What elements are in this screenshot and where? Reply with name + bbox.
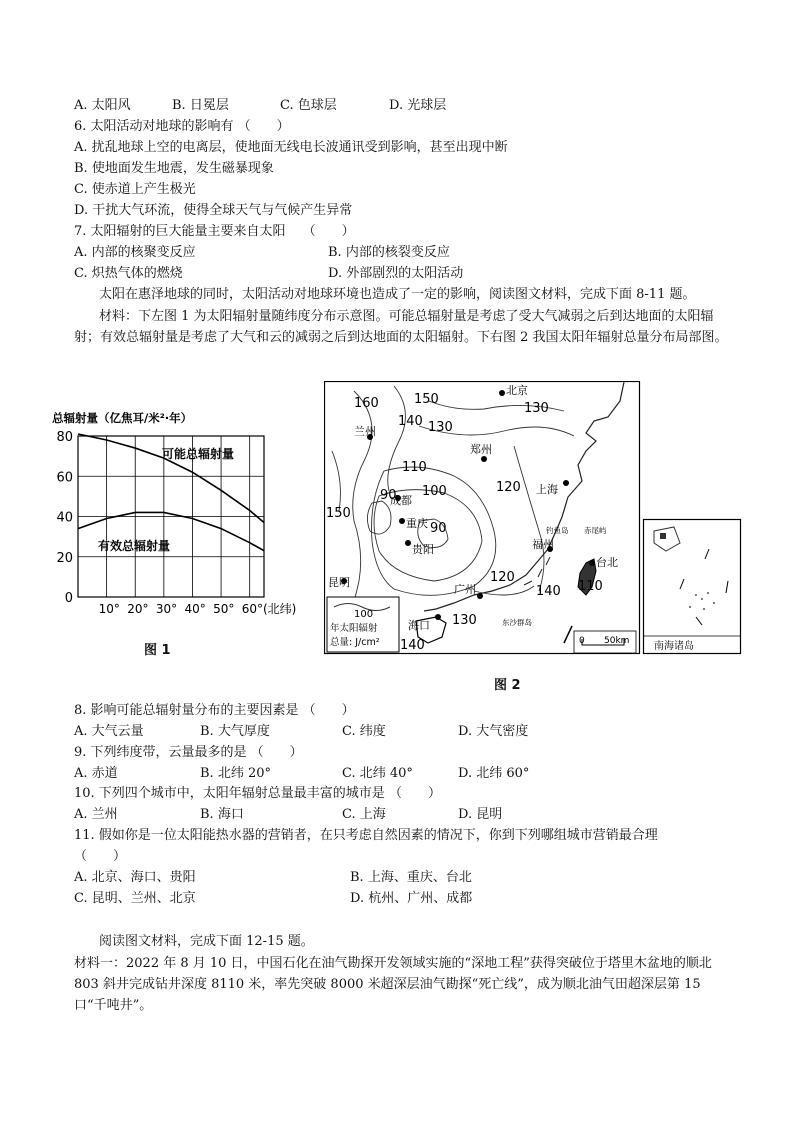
intro-8-11: 太阳在惠泽地球的同时，太阳活动对地球环境也造成了一定的影响，阅读图文材料，完成下面 8-11 题。 — [99, 287, 696, 302]
legend-unit: 总量: J/cm² — [330, 637, 380, 648]
x-tick-label: 30° — [155, 602, 178, 616]
intro-12-15: 阅读图文材料，完成下面 12-15 题。 — [99, 934, 314, 949]
q8-option-d: D. 大气密度 — [458, 724, 529, 739]
q8-option-c: C. 纬度 — [342, 724, 386, 739]
x-tick-label: 50° — [213, 602, 235, 616]
q10-option-b: B. 海口 — [200, 807, 244, 822]
isoline-label: 100 — [422, 484, 447, 499]
x-tick-label: 20° — [127, 602, 149, 616]
isoline-label: 120 — [496, 480, 521, 495]
city-chengdu: 成都 — [390, 494, 412, 507]
q7-option-b: B. 内部的核裂变反应 — [328, 245, 450, 260]
island-chiwei: 赤尾屿 — [584, 526, 607, 535]
q5-option-a: A. 太阳风 — [74, 98, 131, 113]
q7-option-c: C. 炽热气体的燃烧 — [74, 266, 183, 281]
q6-option-a: A. 扰乱地球上空的电离层，使地面无线电长波通讯受到影响，甚至出现中断 — [74, 140, 508, 155]
q5-option-b: B. 日冕层 — [172, 98, 229, 113]
q10-option-c: C. 上海 — [342, 807, 386, 822]
q10-stem: 10. 下列四个城市中，太阳年辐射总量最丰富的城市是 （ ） — [74, 786, 441, 801]
city-guiyang: 贵阳 — [412, 543, 434, 556]
q11-option-c: C. 昆明、兰州、北京 — [74, 891, 196, 906]
q8-option-a: A. 大气云量 — [74, 724, 144, 739]
city-shanghai: 上海 — [536, 483, 558, 496]
scale-label: 50km — [604, 636, 630, 646]
q11-option-a: A. 北京、海口、贵阳 — [74, 870, 196, 885]
q11-stem: 11. 假如你是一位太阳能热水器的营销者，在只考虑自然因素的情况下，你到下列哪组城市营销最合理 — [74, 828, 658, 843]
figure2-map — [324, 381, 742, 656]
y-tick-label: 80 — [56, 430, 73, 445]
city-lanzhou: 兰州 — [354, 425, 376, 438]
q8-stem: 8. 影响可能总辐射量分布的主要因素是 （ ） — [74, 703, 355, 718]
q7-option-d: D. 外部剧烈的太阳活动 — [328, 266, 464, 281]
city-fuzhou: 福州 — [532, 538, 554, 551]
q9-option-a: A. 赤道 — [74, 766, 118, 781]
y-tick-label: 20 — [56, 550, 73, 566]
isoline-label: 140 — [536, 584, 561, 599]
isoline-label: 140 — [398, 414, 423, 429]
q10-option-d: D. 昆明 — [458, 807, 503, 822]
q7-stem: 7. 太阳辐射的巨大能量主要来自太阳 （ ） — [74, 224, 355, 239]
isoline-label: 110 — [402, 460, 427, 475]
city-kunming: 昆明 — [328, 576, 350, 589]
q8-option-b: B. 大气厚度 — [200, 724, 270, 739]
island-diaoyu: 钓鱼岛 — [546, 526, 569, 535]
q9-option-d: D. 北纬 60° — [458, 766, 530, 781]
isoline-label: 130 — [452, 613, 477, 628]
q6-option-c: C. 使赤道上产生极光 — [74, 182, 196, 197]
q5-option-c: C. 色球层 — [280, 98, 337, 113]
q7-option-a: A. 内部的核聚变反应 — [74, 245, 196, 260]
q6-option-d: D. 干扰大气环流，使得全球天气与气候产生异常 — [74, 203, 353, 218]
x-tick-label: 40° — [184, 602, 206, 616]
chart-ylabel: 总辐射量（亿焦耳/米²·年） — [52, 411, 193, 425]
city-haikou: 海口 — [408, 619, 430, 632]
q6-option-b: B. 使地面发生地震，发生磁暴现象 — [74, 161, 274, 176]
scale-zero: 0 — [579, 636, 585, 646]
city-taipei: 台北 — [596, 556, 618, 569]
inset-label: 南海诸岛 — [654, 641, 694, 652]
material-12-15: 材料一：2022 年 8 月 10 日，中国石化在油气勘探开发领域实施的“深地工程”获得突破位于塔里木盆地的顺北 803 斜井完成钻井深度 8110 米，率先突破 8000 米超深层油气勘探“死亡线”，成为顺北油气田超深层第 15 口“千吨井”。 — [74, 956, 712, 1013]
q11-option-d: D. 杭州、广州、成都 — [350, 891, 473, 906]
q9-stem: 9. 下列纬度带，云量最多的是 （ ） — [74, 745, 303, 760]
isoline-label: 130 — [524, 401, 549, 416]
material-8-11: 材料：下左图 1 为太阳辐射量随纬度分布示意图。可能总辐射量是考虑了受大气减弱之后到达地面的太阳辐射；有效总辐射量是考虑了大气和云的减弱之后到达地面的太阳辐射。下右图 2 我国太阳年辐射总量分布局部图。 — [74, 309, 728, 345]
city-beijing: 北京 — [506, 384, 528, 397]
x-tick-label: 60°(北纬) — [241, 602, 297, 616]
figure2-caption: 图 2 — [494, 678, 521, 693]
isoline-label: 90 — [430, 521, 447, 536]
q6-stem: 6. 太阳活动对地球的影响有 （ ） — [74, 119, 290, 134]
figure1-chart — [52, 406, 322, 621]
q9-option-c: C. 北纬 40° — [342, 766, 413, 781]
q11-option-b: B. 上海、重庆、台北 — [350, 870, 472, 885]
legend-title: 年太阳辐射 — [330, 623, 378, 634]
isoline-label: 120 — [490, 570, 515, 585]
isoline-label: 160 — [354, 396, 379, 411]
isoline-label: 110 — [578, 579, 603, 594]
y-tick-label: 60 — [56, 470, 73, 486]
isoline-label: 130 — [428, 420, 453, 435]
q11-blank: （ ） — [74, 849, 127, 864]
y-tick-label: 40 — [56, 510, 73, 526]
figure1-caption: 图 1 — [144, 643, 171, 658]
x-tick-label: 10° — [98, 602, 120, 616]
series-label-possible: 可能总辐射量 — [162, 447, 235, 461]
q10-option-a: A. 兰州 — [74, 807, 118, 822]
q9-option-b: B. 北纬 20° — [200, 766, 271, 781]
isoline-label: 150 — [326, 506, 351, 521]
island-dongsha: 东沙群岛 — [502, 618, 532, 627]
q5-option-d: D. 光球层 — [389, 98, 447, 113]
y-tick-label: 0 — [64, 591, 73, 606]
series-label-effective: 有效总辐射量 — [98, 539, 171, 553]
isoline-label: 150 — [414, 392, 439, 407]
city-zhengzhou: 郑州 — [470, 443, 492, 456]
isoline-label: 90 — [380, 488, 397, 503]
legend-value: 100 — [354, 609, 374, 620]
isoline-label: 140 — [400, 638, 425, 653]
city-guangzhou: 广州 — [454, 583, 476, 596]
city-chongqing: 重庆 — [406, 517, 428, 530]
